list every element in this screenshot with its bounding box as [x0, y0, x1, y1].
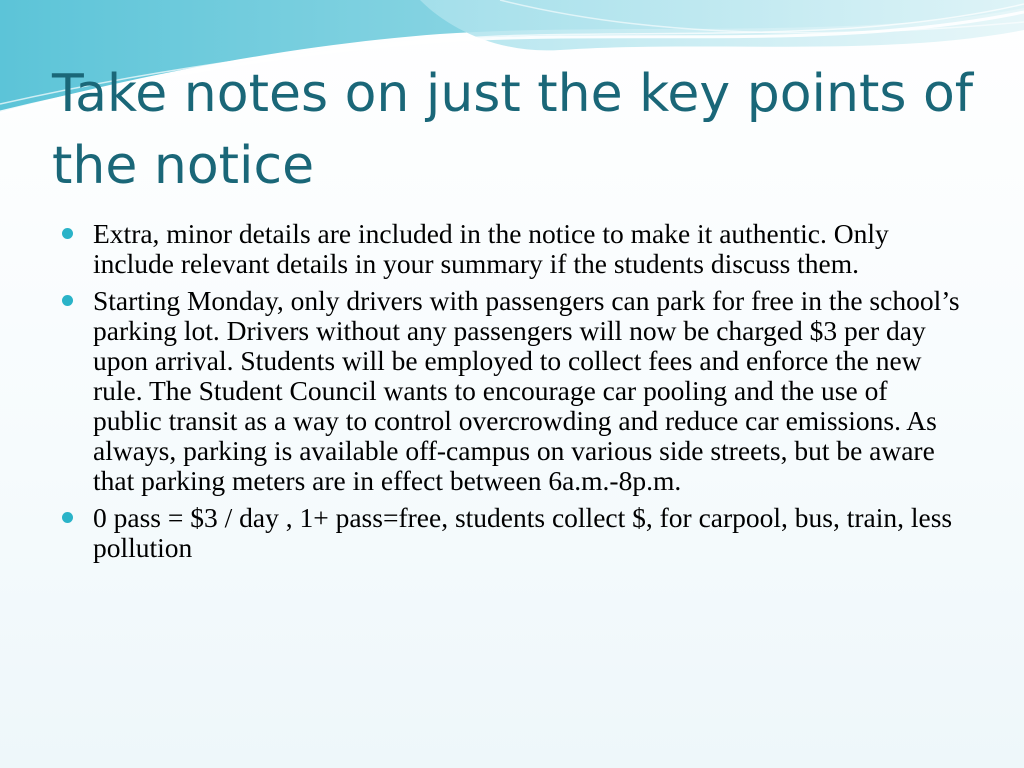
- bullet-dot-icon: [62, 295, 73, 306]
- bullet-text: Starting Monday, only drivers with passengers can park for free in the school’s parking lot. Drivers without any passengers will now be charged $3 per day upon arrival. Students will be employed to collect fees and enforce the new rule. The Student Council wants to encourage car pooling and the use of public transit as a way to control overcrowding and reduce car emissions. As always, parking is available off-campus on various side streets, but be aware that parking meters are in effect between 6a.m.-8p.m.: [93, 285, 960, 496]
- bullet-text: 0 pass = $3 / day , 1+ pass=free, students collect $, for carpool, bus, train, less pollution: [93, 502, 953, 563]
- bullet-item-1: [62, 219, 962, 279]
- bullet-dot-icon: [62, 228, 73, 239]
- bullet-text: Extra, minor details are included in the notice to make it authentic. Only include relevant details in your summary if the students discuss them.: [93, 218, 889, 279]
- bullet-item-2: [62, 286, 962, 496]
- bullet-dot-icon: [62, 512, 73, 523]
- slide-title: Take notes on just the key points of the notice: [52, 64, 974, 196]
- bullet-list: [62, 219, 962, 570]
- bullet-item-3: [62, 503, 962, 563]
